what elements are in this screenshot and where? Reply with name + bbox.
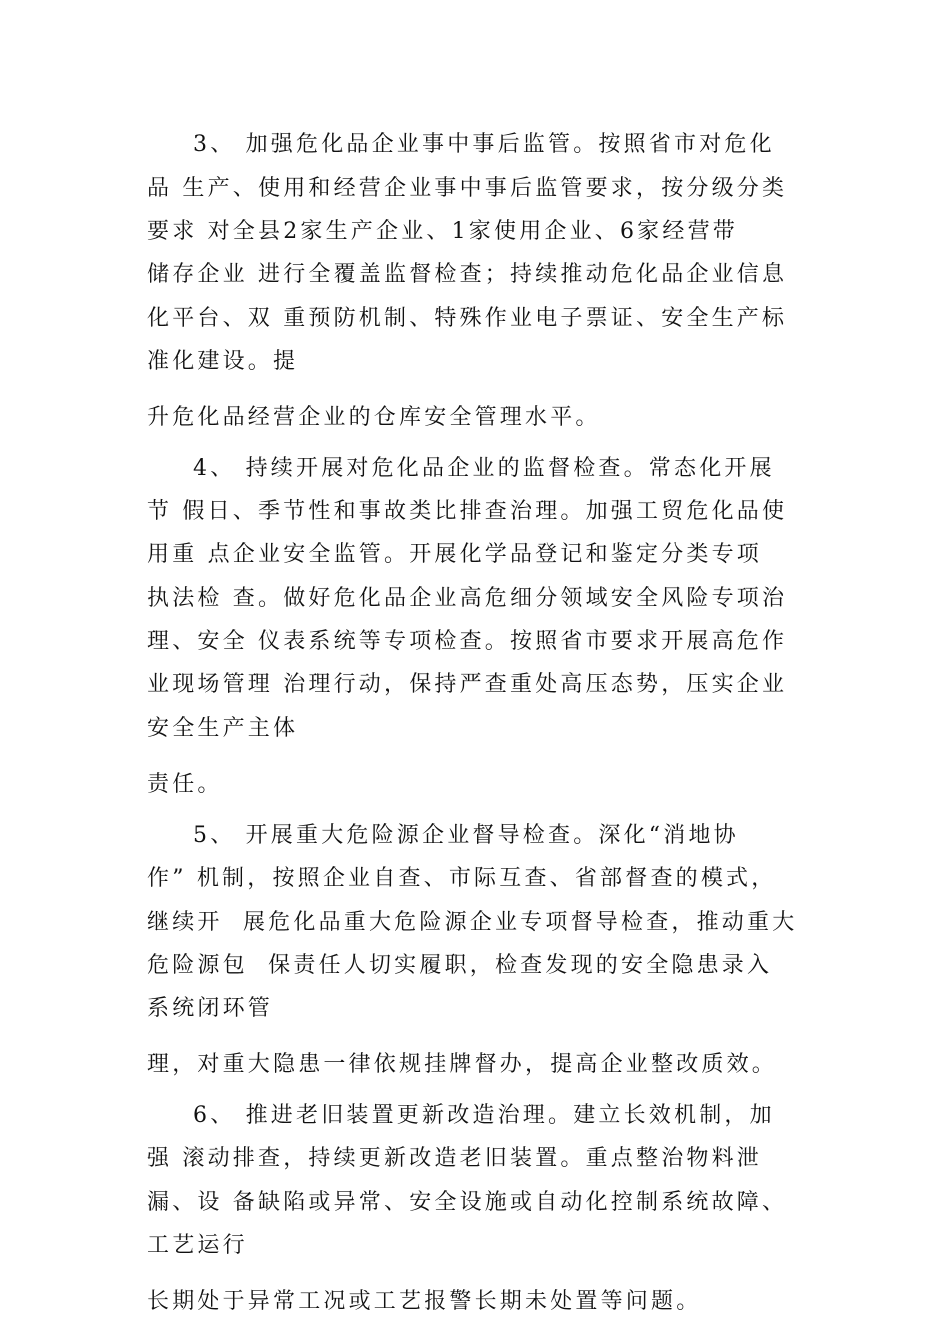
- text-line: 作” 机制，按照企业自查、市际互查、省部督查的模式，: [147, 866, 777, 891]
- text-line: 4、 持续开展对危化品企业的监督检查。常态化开展: [193, 456, 775, 481]
- text-line: 储存企业 进行全覆盖监督检查；持续推动危化品企业信息: [147, 262, 788, 287]
- text-line: 系统闭环管: [147, 996, 274, 1021]
- text-line: 工艺运行: [147, 1233, 248, 1258]
- text-line: 升危化品经营企业的仓库安全管理水平。: [147, 405, 601, 430]
- text-line: 强 滚动排查，持续更新改造老旧装置。重点整治物料泄: [147, 1146, 762, 1171]
- text-line: 继续开 展危化品重大危险源企业专项督导检查，推动重大: [147, 910, 798, 935]
- text-line: 执法检 查。做好危化品企业高危细分领域安全风险专项治: [147, 586, 788, 611]
- text-line: 责任。: [147, 772, 223, 797]
- text-line: 品 生产、使用和经营企业事中事后监管要求，按分级分类: [147, 176, 788, 201]
- text-line: 安全生产主体: [147, 716, 299, 741]
- text-line: 用重 点企业安全监管。开展化学品登记和鉴定分类专项: [147, 542, 762, 567]
- text-line: 长期处于异常工况或工艺报警长期未处置等问题。: [147, 1289, 702, 1314]
- text-line: 5、 开展重大危险源企业督导检查。深化“消地协: [193, 823, 739, 848]
- text-line: 理、安全 仪表系统等专项检查。按照省市要求开展高危作: [147, 629, 788, 654]
- text-line: 节 假日、季节性和事故类比排查治理。加强工贸危化品使: [147, 499, 788, 524]
- text-line: 准化建设。提: [147, 349, 299, 374]
- text-line: 漏、设 备缺陷或异常、安全设施或自动化控制系统故障、: [147, 1190, 788, 1215]
- text-line: 化平台、双 重预防机制、特殊作业电子票证、安全生产标: [147, 306, 788, 331]
- text-line: 6、 推进老旧装置更新改造治理。建立长效机制，加: [193, 1103, 775, 1128]
- text-line: 理，对重大隐患一律依规挂牌督办，提高企业整改质效。: [147, 1052, 778, 1077]
- text-line: 要求 对全县2家生产企业、1家使用企业、6家经营带: [147, 219, 738, 244]
- text-line: 业现场管理 治理行动，保持严查重处高压态势，压实企业: [147, 672, 788, 697]
- text-line: 3、 加强危化品企业事中事后监管。按照省市对危化: [193, 132, 775, 157]
- text-line: 危险源包 保责任人切实履职，检查发现的安全隐患录入: [147, 953, 773, 978]
